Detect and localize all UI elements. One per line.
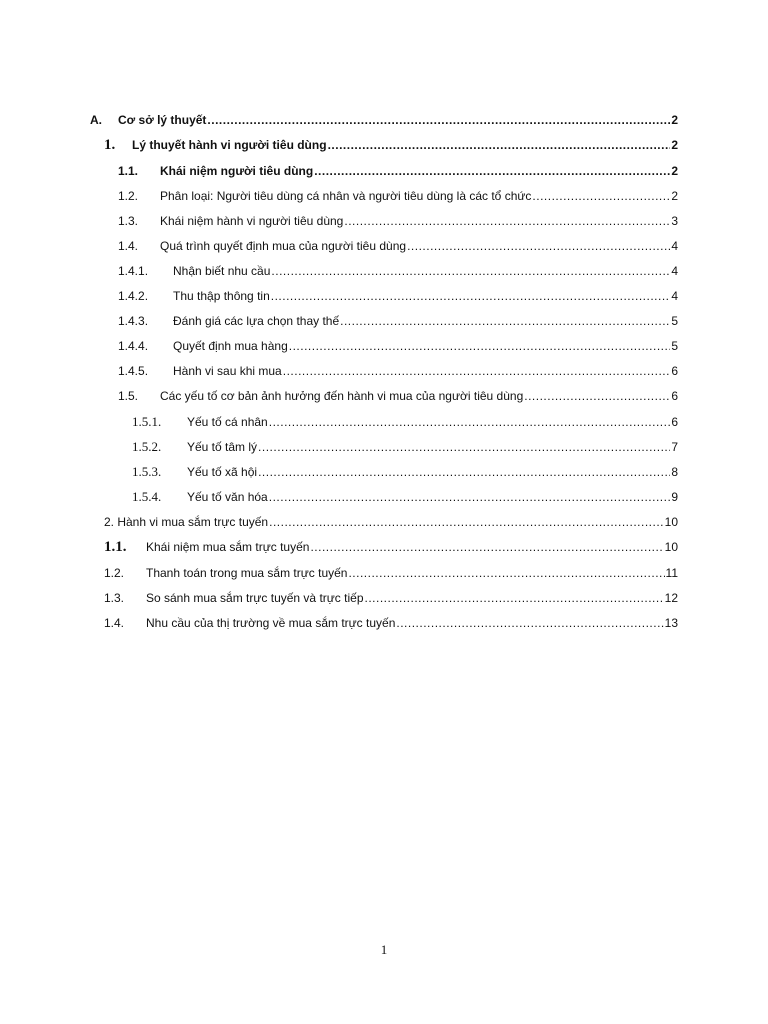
dot-leader bbox=[269, 512, 664, 532]
toc-number: A. bbox=[90, 113, 102, 127]
toc-number: 1.5.3. bbox=[132, 464, 162, 479]
toc-number: 1.2. bbox=[118, 189, 139, 203]
toc-page-number: 7 bbox=[671, 440, 678, 454]
toc-number: 1.4.2. bbox=[118, 289, 149, 303]
toc-number: 1.5.1. bbox=[132, 414, 162, 429]
toc-entry-2[interactable] bbox=[104, 512, 678, 532]
toc-entry-1-5-3[interactable] bbox=[132, 462, 678, 482]
page-number: 1 bbox=[380, 942, 388, 957]
toc-entry-1-4-1[interactable] bbox=[118, 261, 678, 281]
toc-title: 2. Hành vi mua sắm trực tuyến bbox=[104, 515, 269, 529]
dot-leader bbox=[328, 135, 671, 155]
dot-leader bbox=[407, 236, 670, 256]
toc-page-number: 10 bbox=[664, 515, 678, 529]
toc-number: 1.4.4. bbox=[118, 339, 149, 353]
dot-leader bbox=[524, 386, 670, 406]
dot-leader bbox=[207, 110, 670, 130]
toc-entry-2-1-4[interactable] bbox=[104, 613, 678, 633]
toc-title: Quyết định mua hàng bbox=[173, 339, 288, 353]
dot-leader bbox=[344, 211, 670, 231]
toc-number: 1. bbox=[104, 137, 116, 153]
toc-page-number: 10 bbox=[664, 540, 678, 554]
toc-entry-1-1[interactable] bbox=[118, 161, 678, 181]
toc-page-number: 4 bbox=[671, 264, 678, 278]
toc-number: 1.3. bbox=[104, 591, 125, 605]
toc-page-number: 8 bbox=[671, 465, 678, 479]
toc-entry-1-5-1[interactable] bbox=[132, 412, 678, 432]
toc-page-number: 3 bbox=[671, 214, 678, 228]
toc-title: Các yếu tố cơ bản ảnh hưởng đến hành vi mua của người tiêu dùng bbox=[160, 389, 524, 403]
toc-entry-1-4-3[interactable] bbox=[118, 311, 678, 331]
toc-entry-a[interactable] bbox=[90, 110, 678, 130]
toc-title: Thu thập thông tin bbox=[173, 289, 270, 303]
toc-entry-1-4[interactable] bbox=[118, 236, 678, 256]
toc-title: Phân loại: Người tiêu dùng cá nhân và người tiêu dùng là các tổ chức bbox=[160, 189, 532, 203]
toc-page-number: 6 bbox=[671, 389, 678, 403]
toc-page-number: 2 bbox=[671, 113, 678, 127]
toc-title: Khái niệm người tiêu dùng bbox=[160, 164, 314, 178]
toc-number: 1.4.5. bbox=[118, 364, 149, 378]
toc-page-number: 5 bbox=[671, 339, 678, 353]
toc-title: Thanh toán trong mua sắm trực tuyến bbox=[146, 566, 348, 580]
toc-page-number: 13 bbox=[664, 616, 678, 630]
toc-number: 1.3. bbox=[118, 214, 139, 228]
toc-number: 1.4. bbox=[118, 239, 139, 253]
dot-leader bbox=[269, 412, 671, 432]
toc-page-number: 2 bbox=[671, 189, 678, 203]
toc-entry-1-5-4[interactable] bbox=[132, 487, 678, 507]
toc-title: Khái niệm hành vi người tiêu dùng bbox=[160, 214, 344, 228]
toc-entry-2-1-1[interactable] bbox=[104, 537, 678, 557]
toc-title: So sánh mua sắm trực tuyến và trực tiếp bbox=[146, 591, 364, 605]
dot-leader bbox=[310, 537, 663, 557]
toc-number: 1.2. bbox=[104, 566, 125, 580]
dot-leader bbox=[271, 261, 670, 281]
dot-leader bbox=[348, 563, 664, 583]
toc-title: Cơ sở lý thuyết bbox=[118, 113, 207, 127]
toc-number: 1.1. bbox=[104, 539, 127, 555]
toc-entry-2-1-2[interactable] bbox=[104, 563, 678, 583]
dot-leader bbox=[258, 462, 670, 482]
toc-entry-2-1-3[interactable] bbox=[104, 588, 678, 608]
dot-leader bbox=[283, 361, 671, 381]
toc-title: Yếu tố văn hóa bbox=[187, 490, 268, 504]
dot-leader bbox=[258, 437, 670, 457]
toc-page-number: 2 bbox=[671, 164, 678, 178]
dot-leader bbox=[271, 286, 671, 306]
dot-leader bbox=[340, 311, 670, 331]
toc-page-number: 5 bbox=[671, 314, 678, 328]
toc-number: 1.4.1. bbox=[118, 264, 149, 278]
toc-title: Nhận biết nhu cầu bbox=[173, 264, 271, 278]
toc-entry-1-4-5[interactable] bbox=[118, 361, 678, 381]
toc-entry-1-2[interactable] bbox=[118, 186, 678, 206]
toc-number: 1.4.3. bbox=[118, 314, 149, 328]
toc-page-number: 11 bbox=[665, 566, 678, 580]
dot-leader bbox=[532, 186, 670, 206]
toc-title: Yếu tố tâm lý bbox=[187, 440, 258, 454]
toc-title: Quá trình quyết định mua của người tiêu dùng bbox=[160, 239, 407, 253]
toc-entry-1-5-2[interactable] bbox=[132, 437, 678, 457]
toc-number: 1.5. bbox=[118, 389, 139, 403]
toc-page-number: 12 bbox=[664, 591, 678, 605]
toc-number: 1.5.2. bbox=[132, 439, 162, 454]
toc-number: 1.5.4. bbox=[132, 489, 162, 504]
toc-page-number: 4 bbox=[671, 289, 678, 303]
dot-leader bbox=[314, 161, 670, 181]
toc-title: Nhu cầu của thị trường về mua sắm trực tuyến bbox=[146, 616, 396, 630]
toc-page-number: 4 bbox=[671, 239, 678, 253]
toc-title: Yếu tố cá nhân bbox=[187, 415, 268, 429]
dot-leader bbox=[365, 588, 664, 608]
toc-entry-1-4-4[interactable] bbox=[118, 336, 678, 356]
toc-number: 1.1. bbox=[118, 164, 139, 178]
toc-entry-1[interactable] bbox=[104, 135, 678, 155]
toc-entry-1-4-2[interactable] bbox=[118, 286, 678, 306]
toc-number: 1.4. bbox=[104, 616, 125, 630]
toc-title: Hành vi sau khi mua bbox=[173, 364, 282, 378]
toc-title: Lý thuyết hành vi người tiêu dùng bbox=[132, 138, 327, 152]
dot-leader bbox=[269, 487, 671, 507]
toc-entry-1-3[interactable] bbox=[118, 211, 678, 231]
dot-leader bbox=[396, 613, 663, 633]
toc-page-number: 2 bbox=[671, 138, 678, 152]
toc-page-number: 6 bbox=[671, 415, 678, 429]
toc-title: Yếu tố xã hội bbox=[187, 465, 258, 479]
toc-page-number: 6 bbox=[671, 364, 678, 378]
toc-title: Đánh giá các lựa chọn thay thế bbox=[173, 314, 340, 328]
dot-leader bbox=[289, 336, 671, 356]
toc-page-number: 9 bbox=[671, 490, 678, 504]
toc-entry-1-5[interactable] bbox=[118, 386, 678, 406]
toc-title: Khái niệm mua sắm trực tuyến bbox=[146, 540, 310, 554]
